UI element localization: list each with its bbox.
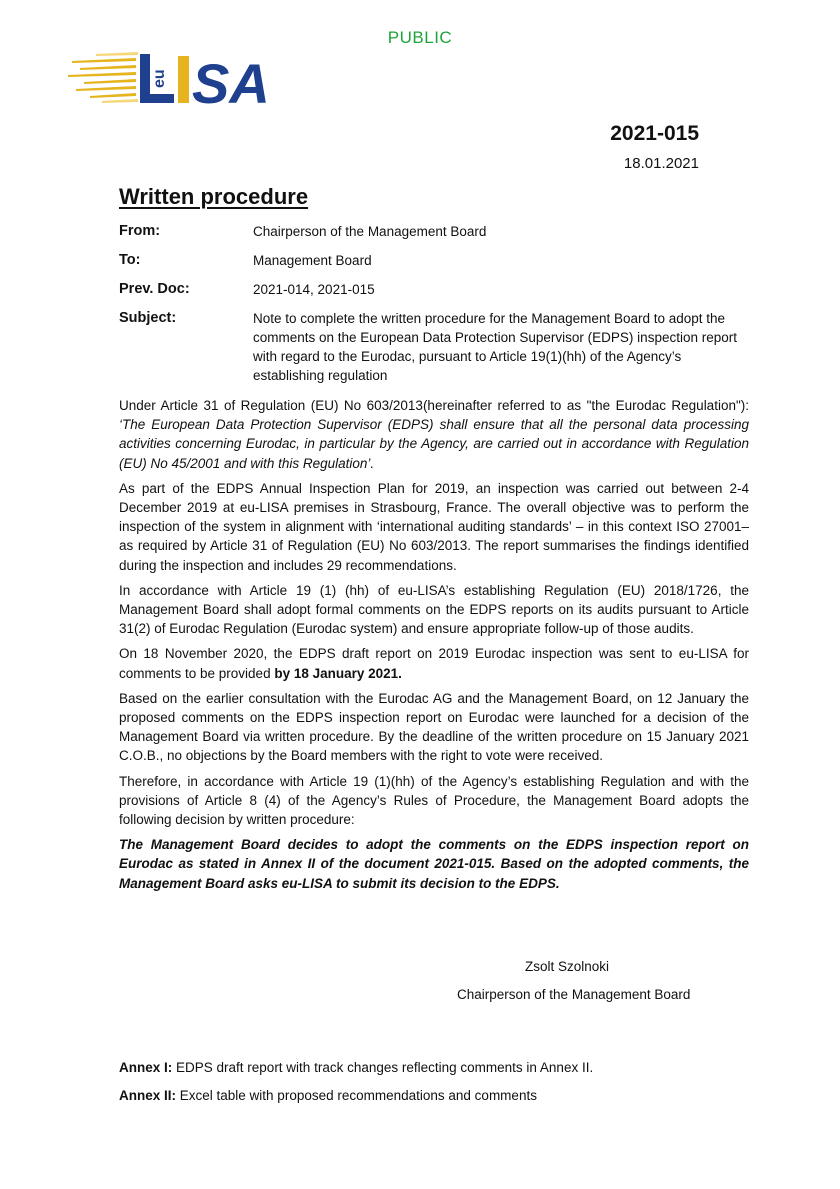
subject-row [119,309,749,385]
classification-label: PUBLIC [387,28,453,47]
annex-label: Annex II: [119,1088,177,1103]
paragraph-therefore: Therefore, in accordance with Article 19 (1)(hh) of the Agency’s establishing Regulation and with the provisions of Article 8 (4) of the Agency’s Rules of Procedure, the Management Board adopts the following decision by written procedure: [119,773,749,828]
annex-item [119,1086,749,1105]
svg-text:eu: eu [151,69,168,88]
svg-text:SA: SA [192,52,270,108]
to-label: To: [119,252,141,268]
document-reference: 2021-015 [610,122,699,145]
decision-text: The Management Board decides to adopt the comments on the EDPS inspection report on Eurodac as stated in Annex II of the document 2021-015. Based on the adopted comments, the Management Board asks eu-LISA to submit its decision to the EDPS. [119,837,749,891]
to-row [119,251,749,270]
subject-label: Subject: [119,310,177,326]
annex-description: Excel table with proposed recommendations and comments [176,1088,537,1103]
subject-value: Note to complete the written procedure for the Management Board to adopt the comments on the European Data Protection Supervisor (EDPS) inspection report with regard to the Eurodac, pursuant to Article 19(1)(hh) of the Agency’s establishing regulation [253,311,737,383]
from-value: Chairperson of the Management Board [253,224,487,239]
paragraph-eurodac-regulation [119,396,749,473]
paragraph-consultation: Based on the earlier consultation with the Eurodac AG and the Management Board, on 12 January the proposed comments on the EDPS inspection report on Eurodac were launched for a decision of the Management Board via written procedure. By the deadline of the written procedure on 15 January 2021 C.O.B., no objections by the Board members with the right to vote were received. [119,690,749,764]
prev-doc-label: Prev. Doc: [119,281,190,297]
paragraph-article-19: In accordance with Article 19 (1) (hh) of eu-LISA’s establishing Regulation (EU) 2018/1726, the Management Board shall adopt formal comments on the EDPS reports on its audits pursuant to Article 31(2) of Eurodac Regulation (Eurodac system) and ensure appropriate follow-up of those audits. [119,582,749,637]
prev-doc-row [119,280,749,299]
annex-label: Annex I: [119,1060,173,1075]
regulation-quote: ‘The European Data Protection Supervisor (EDPS) shall ensure that all the personal data processing activities concerning Eurodac, in particular by the Agency, are carried out in accordance with Regulation (EU) No 45/2001 and with this Regulation’. [119,417,749,471]
to-value: Management Board [253,253,372,268]
signatory-role: Chairperson of the Management Board [457,987,691,1002]
annex-item [119,1058,749,1077]
paragraph-draft-report [119,644,749,682]
from-label: From: [119,223,161,239]
prev-doc-value: 2021-014, 2021-015 [253,282,375,297]
paragraph-inspection: As part of the EDPS Annual Inspection Plan for 2019, an inspection was carried out between 2-4 December 2019 at eu-LISA premises in Strasbourg, France. The overall objective was to perform the inspection of the system in alignment with ‘international auditing standards’ – in this context ISO 27001– as required by Article 31 of Regulation (EU) No 603/2013. The report summarises the findings identified during the inspection and includes 29 recommendations. [119,480,749,573]
document-body [119,396,749,899]
annex-list [119,1058,749,1114]
paragraph-lead: Under Article 31 of Regulation (EU) No 603/2013(hereinafter referred to as "the Eurodac Regulation"): [119,398,749,413]
deadline-text: by 18 January 2021. [274,665,402,681]
from-row [119,222,749,241]
eu-lisa-logo [66,48,286,108]
signatory-name: Zsolt Szolnoki [525,959,610,974]
paragraph-lead: On 18 November 2020, the EDPS draft report on 2019 Eurodac inspection was sent to eu-LISA for comments to be provided [119,646,749,681]
document-date: 18.01.2021 [623,155,699,172]
page-title: Written procedure [119,184,309,209]
header-fields [119,222,749,385]
annex-description: EDPS draft report with track changes reflecting comments in Annex II. [172,1060,594,1075]
